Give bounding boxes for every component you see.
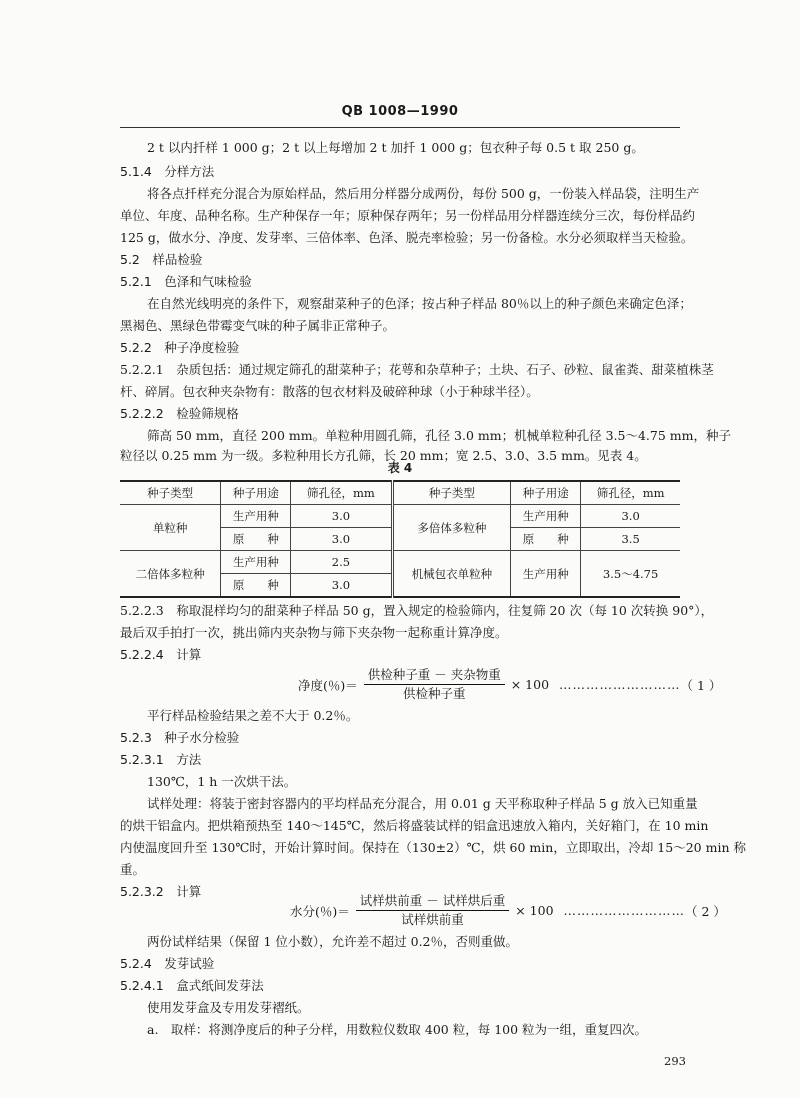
table-cell: 生产用种 [511,551,581,598]
table-row [120,551,680,574]
section-heading: 5.2.2.4 计算 [120,647,202,662]
section-heading: 5.2.3 种子水分检验 [120,730,240,745]
table-cell: 3.5 [581,528,680,551]
formula-multiplier: × 100 [510,677,550,692]
formula-leader-dots: ……………………… [559,677,681,692]
formula-denominator: 试样烘前重 [401,912,464,927]
formula-numerator: 试样烘前重 － 试样烘后重 [356,893,509,911]
formula-leader-dots: ……………………… [563,903,686,918]
table-cell: 3.0 [581,505,680,528]
table-cell: 3.5～4.75 [581,551,680,598]
table-cell: 多倍体多粒种 [392,505,511,551]
paragraph-line: 5.2.2.3 称取混样均匀的甜菜种子样品 50 g，置入规定的检验筛内，往复筛 20 次（每 10 次转换 90°）， [120,603,714,618]
table-header-row [120,481,680,505]
paragraph-line: 130℃，1 h 一次烘干法。 [147,774,297,789]
section-heading: 5.2.1 色泽和气味检验 [120,274,252,289]
table-cell: 生产用种 [221,551,291,574]
paragraph-line: 5.2.2.1 杂质包括：通过规定筛孔的甜菜种子；花萼和杂草种子；土块、石子、砂粒、鼠雀粪、甜菜植株茎 [120,362,714,377]
table-header-cell: 种子用途 [511,481,581,505]
table-header-cell: 筛孔径，mm [581,481,680,505]
table-cell: 生产用种 [221,505,291,528]
formula-fraction [364,667,505,702]
table-cell: 3.0 [291,574,392,598]
table-cell: 原 种 [221,574,291,598]
header-rule [120,127,680,128]
paragraph-line: 单位、年度、品种名称。生产种保存一年；原种保存两年；另一份样品用分样器连续分三次，每份样品约 [120,208,696,223]
paragraph-line: 的烘干铝盒内。把烘箱预热至 140～145℃，然后将盛装试样的铝盒迅速放入箱内，关好箱门，在 10 min [120,818,709,833]
section-heading: 5.2.4 发芽试验 [120,956,215,971]
page-number: 293 [664,1054,686,1068]
paragraph-line: 使用发芽盒及专用发芽褶纸。 [147,1000,310,1015]
table-cell: 3.0 [291,505,392,528]
paragraph-line: 筛高 50 mm，直径 200 mm。单粒种用圆孔筛，孔径 3.0 mm；机械单粒种孔径 3.5～4.75 mm，种子 [147,428,731,443]
section-heading: 5.2.3.1 方法 [120,752,202,767]
table-cell: 生产用种 [511,505,581,528]
paragraph-line: 黑褐色、黑绿色带霉变气味的种子属非正常种子。 [120,318,396,333]
table-cell: 原 种 [221,528,291,551]
table-header-cell: 种子类型 [120,481,221,505]
formula-fraction [356,893,509,928]
paragraph-line: 杆、碎屑。包衣种夹杂物有：散落的包衣材料及破碎种球（小于种球半径）。 [120,384,539,399]
section-heading: 5.2.2 种子净度检验 [120,340,240,355]
table-cell: 2.5 [291,551,392,574]
section-heading: 5.2.4.1 盒式纸间发芽法 [120,978,264,993]
purity-formula [298,667,721,702]
paragraph-line: 内使温度回升至 130℃时，开始计算时间。保持在（130±2）℃，烘 60 min，立即取出，冷却 15～20 min 称 [120,840,746,855]
table-cell: 二倍体多粒种 [120,551,221,598]
section-heading: 5.2 样品检验 [120,252,203,267]
paragraph-line: a. 取样：将测净度后的种子分样，用数粒仪数取 400 粒，每 100 粒为一组，重复四次。 [147,1022,648,1037]
table-cell: 3.0 [291,528,392,551]
formula-denominator: 供检种子重 [402,686,466,701]
section-heading: 5.2.2.2 检验筛规格 [120,406,239,421]
formula-lhs: 水分(％)＝ [290,903,350,919]
table-caption: 表 4 [387,461,413,475]
paragraph-line: 平行样品检验结果之差不大于 0.2％。 [147,708,359,723]
table-header-cell: 种子用途 [221,481,291,505]
table-row [120,505,680,528]
formula-number: （ 1 ） [680,677,722,693]
table-header-cell: 种子类型 [392,481,511,505]
paragraph-line: 粒径以 0.25 mm 为一级。多粒种用长方孔筛，长 20 mm；宽 2.5、3.0、3.5 mm。见表 4。 [120,448,647,463]
paragraph-line: 重。 [120,862,146,877]
paragraph-line: 最后双手拍打一次，挑出筛内夹杂物与筛下夹杂物一起称重计算净度。 [120,625,508,640]
table-header-cell: 筛孔径，mm [291,481,392,505]
paragraph-line: 将各点扦样充分混合为原始样品，然后用分样器分成两份，每份 500 g，一份装入样品袋，注明生产 [147,186,700,201]
paragraph-line: 125 g，做水分、净度、发芽率、三倍体率、色泽、脱壳率检验；另一份备检。水分必须取样当天检验。 [120,230,694,245]
table-cell: 机械包衣单粒种 [392,551,511,598]
moisture-formula [290,893,726,928]
table-cell: 原 种 [511,528,581,551]
paragraph-line: 两份试样结果（保留 1 位小数），允许差不超过 0.2％，否则重做。 [147,934,519,949]
sieve-spec-table [120,480,680,598]
formula-multiplier: × 100 [515,903,554,918]
formula-lhs: 净度(％)＝ [298,677,358,693]
standard-code-header: QB 1008—1990 [341,104,459,119]
section-heading: 5.2.3.2 计算 [120,884,202,899]
formula-number: （ 2 ） [685,903,726,919]
section-heading: 5.1.4 分样方法 [120,164,215,179]
paragraph-line: 试样处理：将装于密封容器内的平均样品充分混合，用 0.01 g 天平称取种子样品 5 g 放入已知重量 [147,796,698,811]
paragraph-line: 2 t 以内扦样 1 000 g；2 t 以上每增加 2 t 加扦 1 000 g；包衣种子每 0.5 t 取 250 g。 [147,140,644,155]
paragraph-line: 在自然光线明亮的条件下，观察甜菜种子的色泽；按占种子样品 80％以上的种子颜色来确定色泽； [147,296,692,311]
table-cell: 单粒种 [120,505,221,551]
formula-numerator: 供检种子重 － 夹杂物重 [364,667,505,685]
